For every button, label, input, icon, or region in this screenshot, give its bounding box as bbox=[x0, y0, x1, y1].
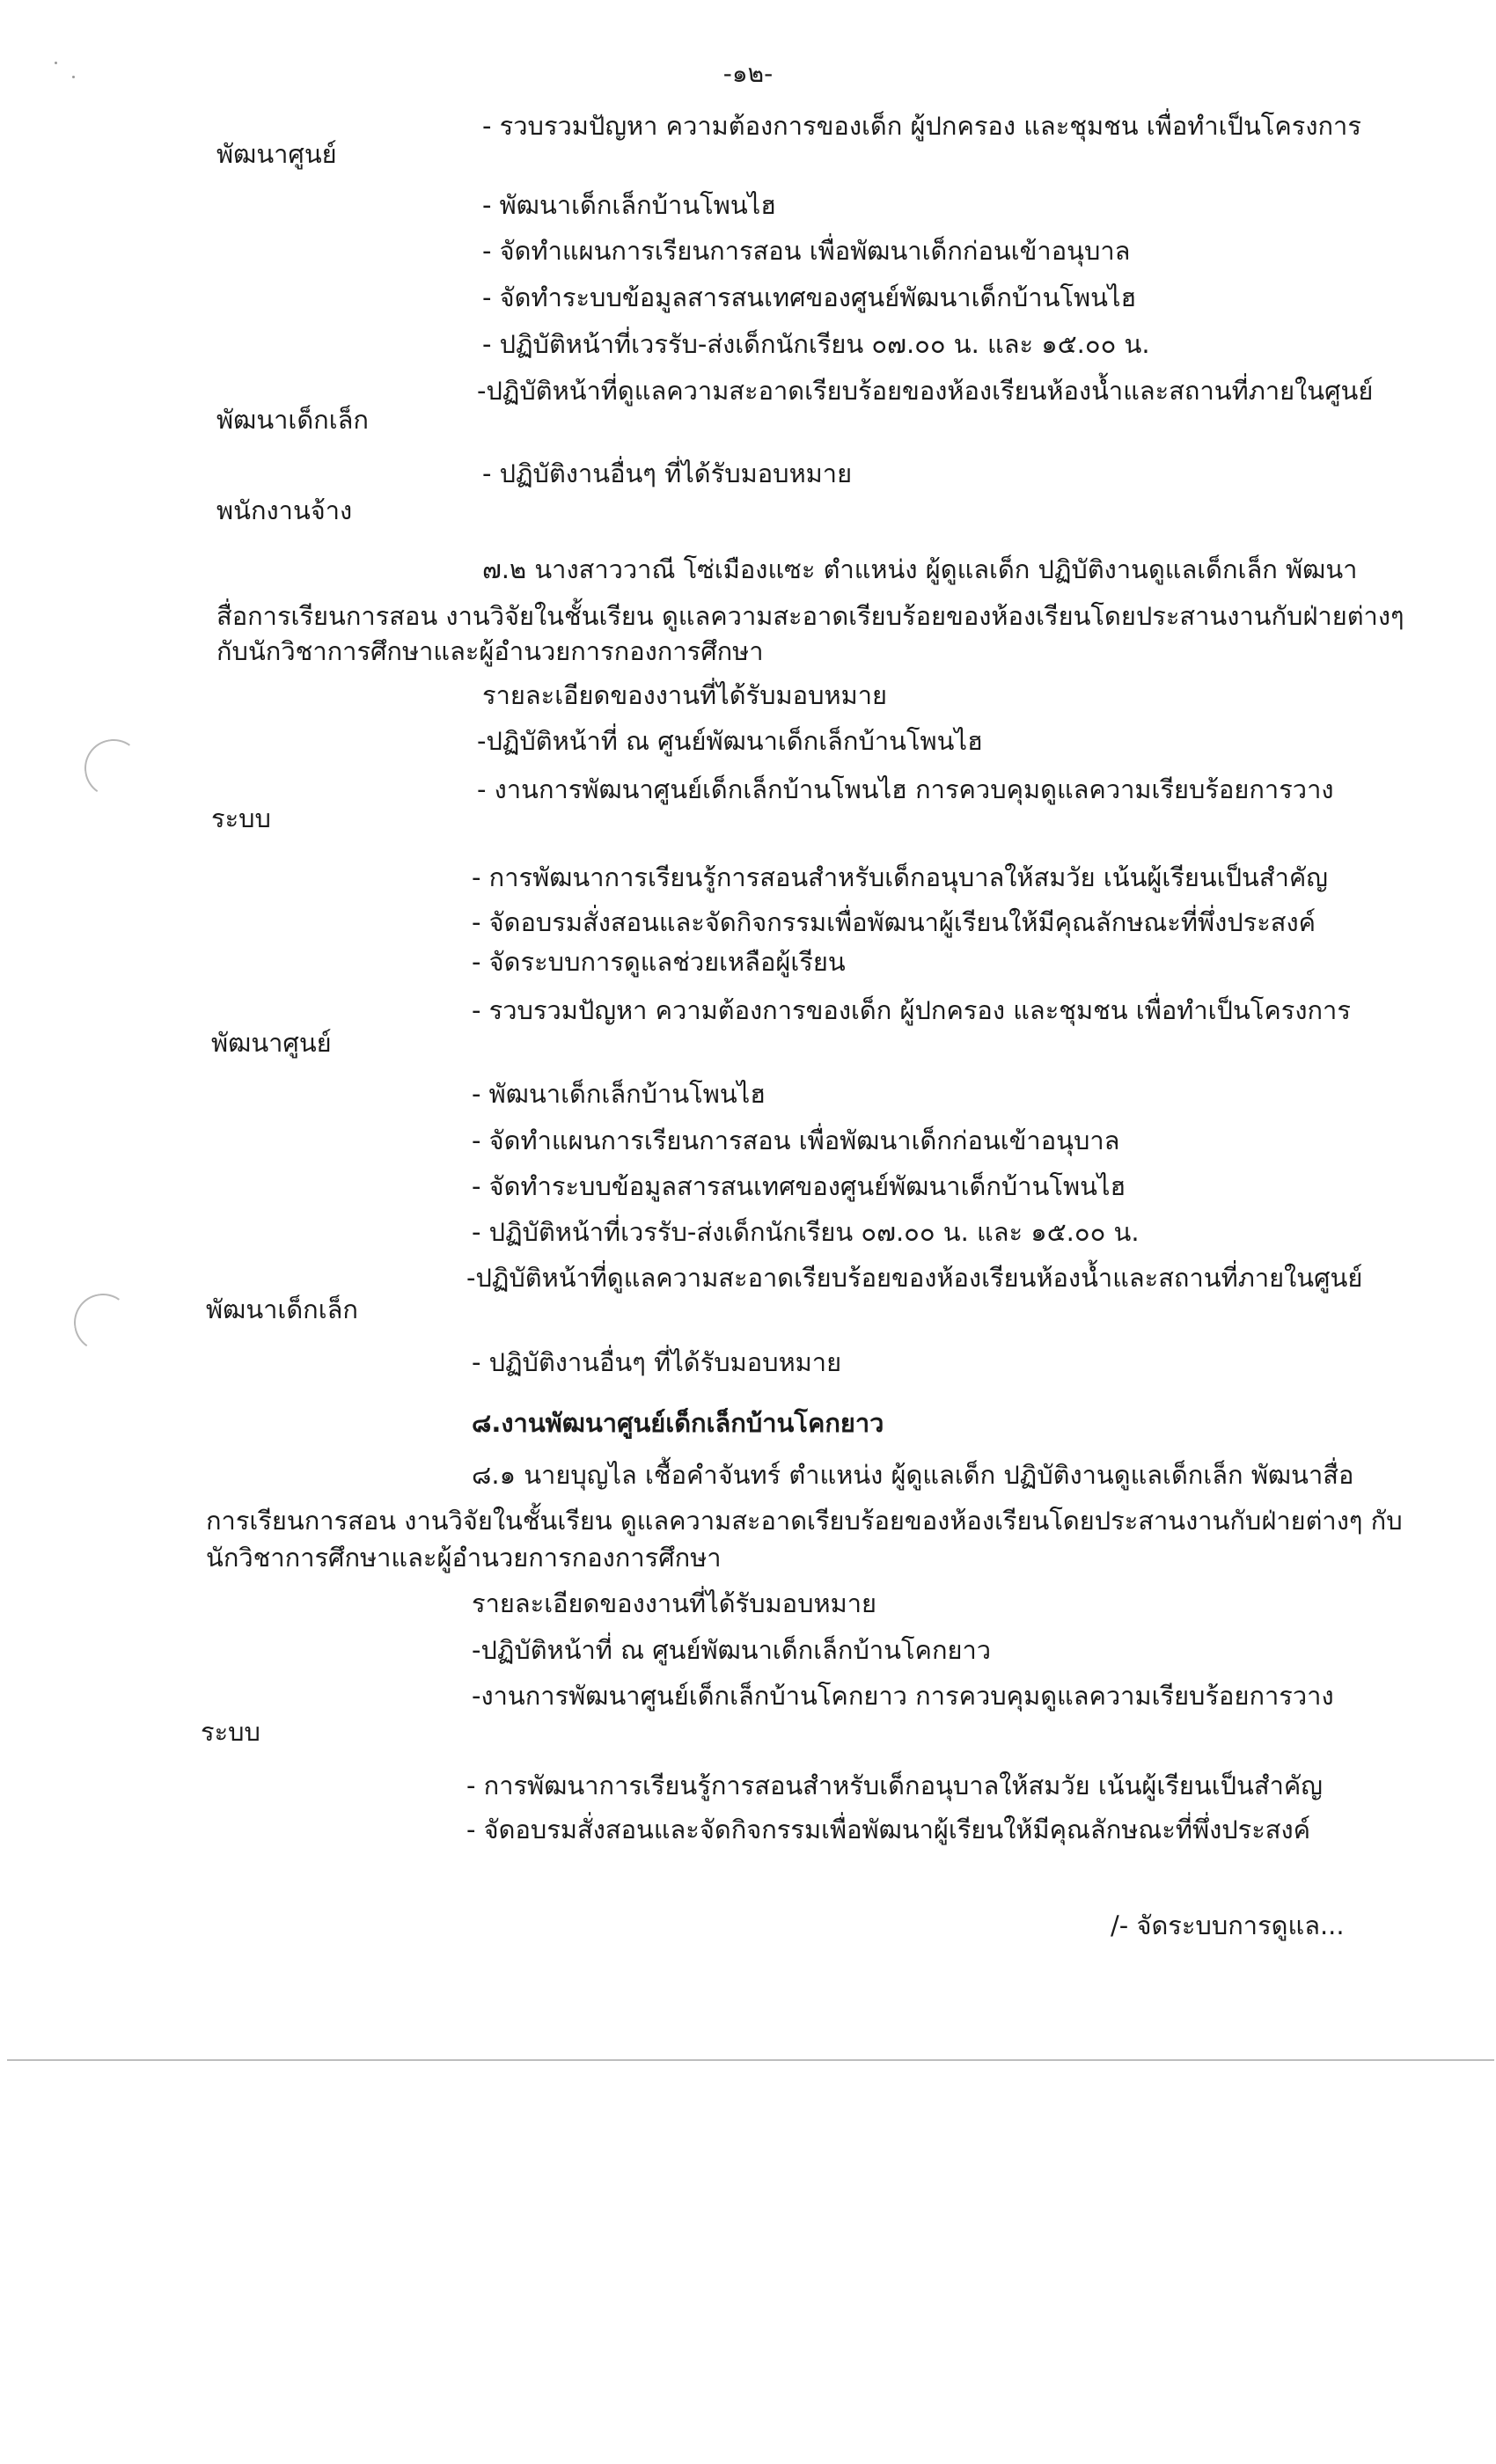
scan-edge-line bbox=[7, 2059, 1494, 2061]
text-line: -งานการพัฒนาศูนย์เด็กเล็กบ้านโคกยาว การควบคุมดูแลความเรียบร้อยการวาง bbox=[472, 1681, 1334, 1711]
page-number: -๑๒- bbox=[722, 59, 774, 88]
text-line: - ปฏิบัติหน้าที่เวรรับ-ส่งเด็กนักเรียน ๐๗.๐๐ น. และ ๑๕.๐๐ น. bbox=[482, 329, 1150, 359]
text-line: -ปฏิบัติหน้าที่ดูแลความสะอาดเรียบร้อยของห้องเรียนห้องน้ำและสถานที่ภายในศูนย์ bbox=[466, 1263, 1363, 1293]
text-line: ระบบ bbox=[211, 803, 271, 833]
text-line: - จัดทำระบบข้อมูลสารสนเทศของศูนย์พัฒนาเด็กบ้านโพนไฮ bbox=[482, 282, 1137, 312]
text-line: - ปฏิบัติงานอื่นๆ ที่ได้รับมอบหมาย bbox=[472, 1347, 842, 1377]
text-line: ๗.๒ นางสาววาณี โซ่เมืองแซะ ตำแหน่ง ผู้ดูแลเด็ก ปฏิบัติงานดูแลเด็กเล็ก พัฒนา bbox=[482, 554, 1358, 584]
text-line: - จัดทำแผนการเรียนการสอน เพื่อพัฒนาเด็กก่อนเข้าอนุบาล bbox=[472, 1126, 1120, 1155]
text-line: รายละเอียดของงานที่ได้รับมอบหมาย bbox=[482, 680, 887, 710]
text-line: - จัดอบรมสั่งสอนและจัดกิจกรรมเพื่อพัฒนาผู้เรียนให้มีคุณลักษณะที่พึ่งประสงค์ bbox=[466, 1815, 1311, 1844]
text-line: - จัดระบบการดูแลช่วยเหลือผู้เรียน bbox=[472, 947, 846, 977]
text-line: - พัฒนาเด็กเล็กบ้านโพนไฮ bbox=[482, 190, 776, 220]
text-line: พัฒนาเด็กเล็ก bbox=[206, 1294, 358, 1324]
text-line: -ปฏิบัติหน้าที่ดูแลความสะอาดเรียบร้อยของห้องเรียนห้องน้ำและสถานที่ภายในศูนย์ bbox=[477, 376, 1374, 406]
text-line: - พัฒนาเด็กเล็กบ้านโพนไฮ bbox=[472, 1079, 766, 1109]
text-line: -ปฏิบัติหน้าที่ ณ ศูนย์พัฒนาเด็กเล็กบ้านโพนไฮ bbox=[477, 726, 983, 756]
text-line: - รวบรวมปัญหา ความต้องการของเด็ก ผู้ปกครอง และชุมชน เพื่อทำเป็นโครงการ bbox=[482, 111, 1361, 141]
text-line: พนักงานจ้าง bbox=[216, 495, 353, 525]
text-line: กับนักวิชาการศึกษาและผู้อำนวยการกองการศึกษา bbox=[216, 636, 764, 666]
text-line: - รวบรวมปัญหา ความต้องการของเด็ก ผู้ปกครอง และชุมชน เพื่อทำเป็นโครงการ bbox=[472, 995, 1351, 1025]
text-line: - งานการพัฒนาศูนย์เด็กเล็กบ้านโพนไฮ การควบคุมดูแลความเรียบร้อยการวาง bbox=[477, 774, 1334, 804]
text-line: - ปฏิบัติงานอื่นๆ ที่ได้รับมอบหมาย bbox=[482, 458, 853, 488]
text-line: - ปฏิบัติหน้าที่เวรรับ-ส่งเด็กนักเรียน ๐๗.๐๐ น. และ ๑๕.๐๐ น. bbox=[472, 1217, 1140, 1247]
text-line: - การพัฒนาการเรียนรู้การสอนสำหรับเด็กอนุบาลให้สมวัย เน้นผู้เรียนเป็นสำคัญ bbox=[466, 1771, 1323, 1800]
continuation-note: /- จัดระบบการดูแล... bbox=[1111, 1910, 1345, 1940]
punch-hole-mark bbox=[70, 1289, 136, 1356]
text-line: พัฒนาเด็กเล็ก bbox=[216, 405, 369, 435]
text-line: สื่อการเรียนการสอน งานวิจัยในชั้นเรียน ดูแลความสะอาดเรียบร้อยของห้องเรียนโดยประสานงานกับฝ่ายต่างๆ bbox=[216, 601, 1404, 631]
text-line: ระบบ bbox=[201, 1717, 260, 1747]
section-heading: ๘.งานพัฒนาศูนย์เด็กเล็กบ้านโคกยาว bbox=[472, 1408, 884, 1438]
text-line: พัฒนาศูนย์ bbox=[216, 139, 337, 169]
text-line: ๘.๑ นายบุญไล เชื้อคำจันทร์ ตำแหน่ง ผู้ดูแลเด็ก ปฏิบัติงานดูแลเด็กเล็ก พัฒนาสื่อ bbox=[472, 1460, 1354, 1490]
text-line: - จัดอบรมสั่งสอนและจัดกิจกรรมเพื่อพัฒนาผู้เรียนให้มีคุณลักษณะที่พึ่งประสงค์ bbox=[472, 907, 1316, 937]
text-line: - การพัฒนาการเรียนรู้การสอนสำหรับเด็กอนุบาลให้สมวัย เน้นผู้เรียนเป็นสำคัญ bbox=[472, 862, 1328, 892]
text-line: -ปฏิบัติหน้าที่ ณ ศูนย์พัฒนาเด็กเล็กบ้านโคกยาว bbox=[472, 1635, 992, 1665]
text-line: การเรียนการสอน งานวิจัยในชั้นเรียน ดูแลความสะอาดเรียบร้อยของห้องเรียนโดยประสานงานกับฝ่ายต่างๆ กับ bbox=[206, 1506, 1403, 1536]
punch-hole-mark bbox=[80, 735, 147, 802]
text-line: - จัดทำระบบข้อมูลสารสนเทศของศูนย์พัฒนาเด็กบ้านโพนไฮ bbox=[472, 1171, 1126, 1201]
text-line: - จัดทำแผนการเรียนการสอน เพื่อพัฒนาเด็กก่อนเข้าอนุบาล bbox=[482, 236, 1131, 266]
text-line: พัฒนาศูนย์ bbox=[211, 1028, 332, 1058]
text-line: นักวิชาการศึกษาและผู้อำนวยการกองการศึกษา bbox=[206, 1543, 722, 1573]
text-line: รายละเอียดของงานที่ได้รับมอบหมาย bbox=[472, 1588, 876, 1618]
